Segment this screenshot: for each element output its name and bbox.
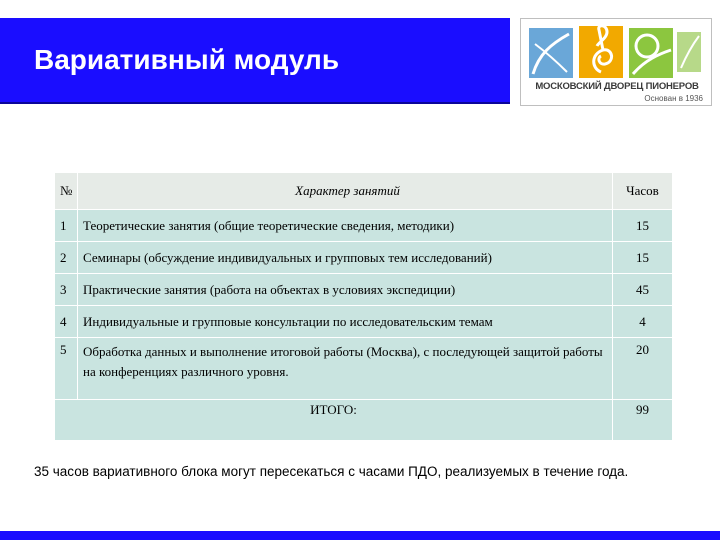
row-activity: Практические занятия (работа на объектах в условиях экспедиции)	[78, 274, 613, 306]
row-activity: Индивидуальные и групповые консультации по исследовательским темам	[78, 306, 613, 338]
table-row	[55, 306, 673, 338]
modules-table	[54, 172, 673, 441]
row-hours: 15	[613, 242, 673, 274]
row-number: 2	[55, 242, 78, 274]
table-row	[55, 210, 673, 242]
row-number: 5	[55, 338, 78, 400]
header-hours: Часов	[613, 173, 673, 210]
table-total-row	[55, 400, 673, 441]
table-row	[55, 338, 673, 400]
total-hours: 99	[613, 400, 673, 441]
logo-founded: Основан в 1936	[644, 94, 703, 103]
row-number: 1	[55, 210, 78, 242]
logo-emblem-icon	[529, 24, 705, 80]
slide-title: Вариативный модуль	[34, 44, 340, 75]
table-row	[55, 274, 673, 306]
row-activity: Теоретические занятия (общие теоретические сведения, методики)	[78, 210, 613, 242]
logo-name: МОСКОВСКИЙ ДВОРЕЦ ПИОНЕРОВ	[535, 81, 699, 92]
row-number: 3	[55, 274, 78, 306]
row-hours: 15	[613, 210, 673, 242]
total-label: ИТОГО:	[55, 400, 613, 441]
row-hours: 20	[613, 338, 673, 400]
bottom-bar	[0, 531, 720, 540]
footnote-text: 35 часов вариативного блока могут пересекаться с часами ПДО, реализуемых в течение года.	[34, 464, 629, 479]
header-activity: Характер занятий	[78, 173, 613, 210]
row-activity: Семинары (обсуждение индивидуальных и групповых тем исследований)	[78, 242, 613, 274]
row-number: 4	[55, 306, 78, 338]
title-bar	[0, 18, 510, 104]
row-activity: Обработка данных и выполнение итоговой работы (Москва), с последующей защитой работы на конференциях различного уровня.	[78, 338, 613, 400]
row-hours: 4	[613, 306, 673, 338]
row-hours: 45	[613, 274, 673, 306]
logo	[520, 18, 712, 106]
table-row	[55, 242, 673, 274]
table-header-row	[55, 173, 673, 210]
header-number: №	[55, 173, 78, 210]
